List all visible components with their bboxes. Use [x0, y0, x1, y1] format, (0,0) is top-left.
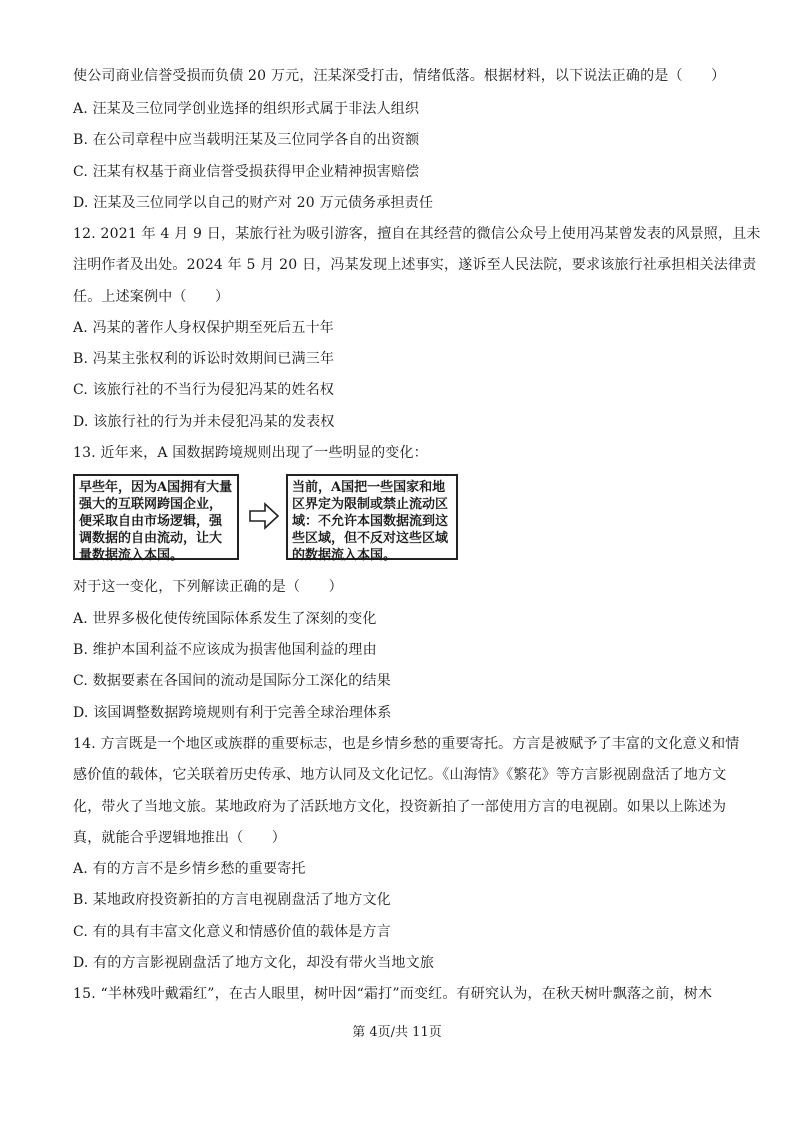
option-a: A. 世界多极化使传统国际体系发生了深刻的变化	[73, 611, 377, 627]
option-c: C. 有的具有丰富文化意义和情感价值的载体是方言	[73, 924, 391, 940]
question-15-stem: 15. “半林残叶戴霜红”，在古人眼里，树叶因“霜打”而变红。有研究认为，在秋天树叶飘落之前，树木	[73, 986, 713, 1002]
question-14-stem-line: 化，带火了当地文旅。某地政府为了活跃地方文化，投资新拍了一部使用方言的电视剧。如果以上陈述为	[73, 799, 727, 815]
option-a: A. 有的方言不是乡情乡愁的重要寄托	[73, 861, 306, 877]
option-d: D. 有的方言影视剧盘活了地方文化，却没有带火当地文旅	[73, 955, 435, 971]
option-d: D. 该旅行社的行为并未侵犯冯某的发表权	[73, 414, 335, 430]
option-a: A. 汪某及三位同学创业选择的组织形式属于非法人组织	[73, 101, 420, 117]
question-12-stem-line: 注明作者及出处。2024 年 5 月 20 日，冯某发现上述事实，遂诉至人民法院，要求该旅行社承担相关法律责	[73, 257, 757, 273]
question-14-stem-line: 感价值的载体，它关联着历史传承、地方认同及文化记忆。《山海情》《繁花》等方言影视剧盘活了地方文	[73, 767, 727, 783]
question-12-stem-line: 任。上述案例中（ ）	[73, 289, 230, 305]
option-b: B. 某地政府投资新拍的方言电视剧盘活了地方文化	[73, 892, 391, 908]
right-arrow-icon	[248, 502, 280, 530]
option-b: B. 冯某主张权利的诉讼时效期间已满三年	[73, 351, 335, 367]
option-c: C. 汪某有权基于商业信誉受损获得甲企业精神损害赔偿	[73, 164, 420, 180]
option-d: D. 汪某及三位同学以自己的财产对 20 万元债务承担责任	[73, 195, 434, 211]
option-a: A. 冯某的著作人身权保护期至死后五十年	[73, 320, 335, 336]
after-box: 当前，A国把一些国家和地区界定为限制或禁止流动区域：不允许本国数据流到这些区域，但不反对这些区域的数据流入本国。	[286, 474, 458, 560]
before-box: 早些年，因为A国拥有大量强大的互联网跨国企业，便采取自由市场逻辑，强调数据的自由流动，让大量数据流入本国。	[73, 474, 239, 560]
question-14-stem-line: 14. 方言既是一个地区或族群的重要标志，也是乡情乡愁的重要寄托。方言是被赋予了丰富的文化意义和情	[73, 736, 740, 752]
question-11-tail: 使公司商业信誉受损而负债 20 万元，汪某深受打击，情绪低落。根据材料，以下说法正确的是（ ）	[73, 68, 726, 84]
option-c: C. 该旅行社的不当行为侵犯冯某的姓名权	[73, 382, 335, 398]
comparison-diagram	[73, 474, 463, 564]
option-d: D. 该国调整数据跨境规则有利于完善全球治理体系	[73, 705, 392, 721]
question-12-stem-line: 12. 2021 年 4 月 9 日，某旅行社为吸引游客，擅自在其经营的微信公众号上使用冯某曾发表的风景照，且未	[73, 226, 761, 242]
option-b: B. 在公司章程中应当载明汪某及三位同学各自的出资额	[73, 132, 420, 148]
option-c: C. 数据要素在各国间的流动是国际分工深化的结果	[73, 673, 391, 689]
question-13-stem: 13. 近年来，A 国数据跨境规则出现了一些明显的变化：	[73, 445, 428, 461]
question-14-stem-line: 真，就能合乎逻辑地推出（ ）	[73, 830, 286, 846]
question-13-prompt: 对于这一变化，下列解读正确的是（ ）	[73, 579, 343, 595]
page-number: 第 4页/共 11页	[352, 1025, 442, 1040]
option-b: B. 维护本国利益不应该成为损害他国利益的理由	[73, 642, 377, 658]
